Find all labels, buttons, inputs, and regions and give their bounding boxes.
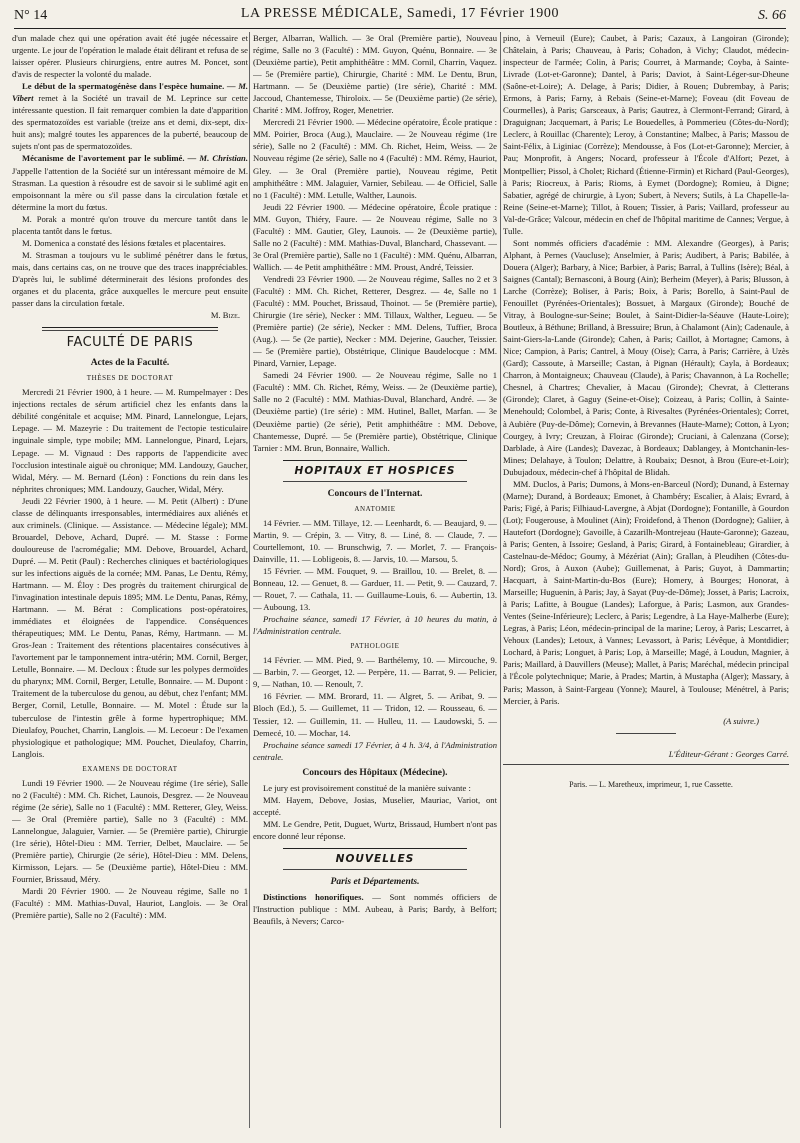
spermatogenesis-paragraph	[12, 80, 248, 152]
examens-lundi: Lundi 19 Février 1900. — 2e Nouveau régime (1re série), Salle no 2 (Faculté) : MM. Ch. Richet, Launois, Desgrez. — 2e Nouveau régime (2e série), Salle no 1 (Faculté) : MM. Retterer, Gley, Weiss. — 3e Oral (Première partie), Salle no 3 (Faculté) : MM. Lannelongue, Jalaguier, Varnier. — 5e (Première partie), Chirurgie (1re série), Hôtel-Dieu : MM. Terrier, Delbet, Mauclaire. — 5e (Première partie), Chirurgie (2e série), Hôtel-Dieu : MM. Delens, Kirmisson, Lejars. — 5e (Deuxième partie), Hôtel-Dieu : MM. Fournier, Brissaud, Méry.	[12, 777, 248, 885]
column-1	[12, 32, 248, 1128]
examens-samedi: Samedi 24 Février 1900. — 2e Nouveau régime, Salle no 1 (Faculté) : MM. Ch. Richet, Rémy, Weiss. — 2e (Deuxième partie), Salle no 2 (Faculté) : MM. Mathias-Duval, Blanchard, André. — 3e (Deuxième partie) (1re série) : MM. Hutinel, Ballet, Marfan. — 3e (Deuxième partie) (2e série), Petit amphithéâtre : MM. Debove, Chantemesse, Dupré. — 5e (Première partie), Obstétrique, Clinique Tarnier : MM. Brun, Bonnaire, Wallich.	[253, 370, 497, 453]
faculte-title: FACULTÉ DE PARIS	[66, 335, 194, 351]
jury-accepted: MM. Hayem, Debove, Josias, Muselier, Mauriac, Variot, ont accepté.	[253, 794, 497, 817]
avortement-author: — M. Christian.	[187, 153, 248, 164]
intro-paragraph: d'un malade chez qui une opération avait été jugée nécessaire et urgente. Le jour de l'opération le malade était délirant et refusa de se laisser opérer. Plusieurs chirurgiens, entre autres M. Poncet, sont d'avis de respecter la volonté du malade.	[12, 33, 248, 80]
imprimeur-rule	[503, 764, 789, 765]
column-2	[253, 32, 497, 1128]
imprimeur-line: Paris. — L. Maretheux, imprimeur, 1, rue Cassette.	[569, 779, 733, 789]
examens-vendredi: Vendredi 23 Février 1900. — 2e Nouveau régime, Salles no 2 et 3 (Faculté) : MM. Ch. Richet, Retterer, Desgrez. — 4e, Salle no 1 (Faculté) : MM. Pouchet, Brissaud, Thoinot. — 5e (Première partie), Chirurgie (1re série), Necker : MM. Tillaux, Walther, Legueu. — 5e (Première partie) (2e série), Necker : MM. Delens, Tuffier, Broca (Aug.). — 5e (2e partie), Necker : MM. Dejerine, Gaucher, Teissier. — 5e (Première partie), Obstétrique, Clinique Baudelocque : MM. Pinard, Varnier, Lepage.	[253, 273, 497, 369]
signature-mark: S. 66	[758, 8, 786, 23]
anatomie-15: 15 Février. — MM. Fouquet, 9. — Braillou, 10. — Brelet, 8. — Bonneau, 12. — Genuet, 8. — Garduer, 11. — Petit, 9. — Cauzard, 7. — Rouet, 7. — Cathala, 11. — Guillaume-Louis, 6. — Aubertin, 13. — Auboung, 13.	[253, 565, 497, 613]
theses-jeudi: Jeudi 22 Février 1900, à 1 heure. — M. Petit (Albert) : D'une classe de délinquants irresponsables, intermédiaires aux aliénés et aux criminels. (Clinique. — Assistance. — Médecine légale); MM. Brouardel, Debove, Achard, Dupré. — M. Stasse : Forme douloureuse de l'acromégalie; MM. Debove, Brouardel, Achard, Dupré. — M. Petit (Paul) : Recherches cliniques et bactériologiques sur les infections aiguës de la cornée; MM. Panas, Le Dentu, Rémy, Hartmann. — M. Éloy : Des progrès du traitement chirurgical de l'invagination intestinale depuis 1895; MM. Le Dentu, Panas, Rémy, Hartmann. — M. Bérat : Complications post-opératoires, immédiates et éloignées de l'appendice. Conséquences thérapeutiques; MM. Le Dentu, Panas, Rémy, Hartmann. — M. Gros-Jean : Traitement des rétentions placentaires consécutives à l'avortement par le tamponnement intra-utérin; MM. Cornil, Berger, Letulle, Bonnaire. — M. Decloux : Étude sur les polypes dermoïdes du pharynx; MM. Cornil, Berger, Letulle, Bonnaire. — M. Dupont : Traitement de la tuberculose du genou, au début, chez l'enfant; MM. Berger, Cornil, Letulle, Bonnaire. — M. Motel : Étude sur la tuberculose de l'intestin grêle à forme hypertrophique; MM. Dieulafoy, Pouchet, Charrin, Langlois. — M. Lecoeur : De l'examen physiologique et pathologique; MM. Pouchet, Dieulafoy, Charrin, Langlois.	[12, 495, 248, 759]
jury-pending: MM. Le Gendre, Petit, Duguet, Wurtz, Brissaud, Humbert n'ont pas encore donné leur réponse.	[253, 818, 497, 841]
distinctions-body: — Sont nommés officiers de l'Instruction publique : MM. Aubeau, à Paris; Bardy, à Belfort; Beaufils, à Nevers; Carco-	[253, 892, 497, 927]
nouvelles-rule	[283, 848, 467, 849]
examens-jeudi: Jeudi 22 Février 1900. — Médecine opératoire, École pratique : MM. Guyon, Thiéry, Faure. — 2e Nouveau régime, Salle no 3 (Faculté) : MM. Gautier, Gley, Launois. — 2e (Deuxième partie), Salle no 2 (Faculté) : MM. Mathias-Duval, Blanchard, Chassevant. — 3e Oral (Première partie), Salle no 1 (Faculté) : MM. Quénu, Albarran, Wallich. — 4e Petit amphithéâtre : MM. Proust, André, Teissier.	[253, 201, 497, 272]
examens-mercredi: Mercredi 21 Février 1900. — Médecine opératoire, École pratique : MM. Poirier, Broca (Aug.), Mauclaire. — 2e Nouveau régime (1re série), Salle no 2 (Faculté) : MM. Ch. Richet, Heim, Weiss. — 2e Nouveau régime (2e série), Salle no 4 (Faculté) : MM. Rémy, Hauriot, Gley. — 3e Oral (Première partie), Nouveau régime, Petit amphithéâtre : MM. Jalaguier, Varnier, Sebileau. — 4e Officiel, Salle no 1 (Faculté) : MM. Letulle, Walther, Launois.	[253, 117, 497, 200]
pathologie-16: 16 Février. — MM. Brorard, 11. — Algret, 5. — Aribat, 9. — Bloch (Ed.), 5. — Guillemet, 11 — Tridon, 12. — Rousseau, 6. — Tessier, 12. — Guillemin, 11. — Hulleu, 11. — Laudowski, 5. — Demecé, 10. — Mochar, 14.	[253, 691, 497, 738]
examens-mardi: Mardi 20 Février 1900. — 2e Nouveau régime, Salle no 1 (Faculté) : MM. Mathias-Duval, Hauriot, Langlois. — 3e Oral (Première partie), Salle no 2 (Faculté) : MM.	[12, 886, 248, 921]
page-number: N° 14	[14, 8, 48, 23]
spermatogenesis-author: — M. Vibert	[12, 81, 248, 104]
avortement-paragraph	[12, 152, 248, 212]
jury-paragraph: Le jury est provisoirement constitué de la manière suivante :	[263, 782, 471, 793]
officiers-instruction-list: pino, à Verneuil (Eure); Caubet, à Paris; Cazaux, à Langoiran (Gironde); Châtelain, à Paris; Chauveau, à Paris; Cohadon, à Vichy; Claudot, médecin-inspecteur de l'armée; Colin, à Paris; Courret, à Marmande; Coyba, à Sainte-Livrade (Lot-et-Garonne); Dantel, à Paris; Daviot, à Saint-Léger-sur-Dheune (Saône-et-Loire); A. Delage, à Paris; Didier, à Rouen; Dubrembay, à Paris; Ermons, à Paris; Farny, à Rebais (Seine-et-Marne); Foveau (dit Foveau de Courmelles), à Paris; Garsceaux, à Paris; Gautrez, à Clermont-Ferrand; Girard, à Draguignan; Jacquemart, à Paris; Le Bouedelles, à Pommerieu (Côtes-du-Nord); Leclerc, à Rouillac (Charente); Leroy, à Constantine; Malbec, à Paris; Massou de Saint-Félix, à Liginiac (Corrèze); Mendousse, à Fos (Lot-et-Garonne); Mercier, à Pau; Monprofit, à Angers; Nocard, professeur à l'École d'Alfort; Pezet, à Montpellier; Pissol, à Cholet; Richard (Étienne-Firmin) et Richard (Paul-Georges), à Paris; Riocreux, à Paris; Rioms, à Eymet (Dordogne); Romieu, à Digne; Sabatier, agrégé de chirurgie, à Lyon; Subert, à Nevers; Sutils, à La Chapelle-la-Reine (Seine-et-Marne); Tillot, à Rouen; Tissier, à Paris; Vaillard, professeur au Val-de-Grâce; Valcour, médecin en chef de l'hôpital maritime de Cannes; Vergue, à Tulle.	[503, 33, 789, 236]
hopitaux-title: HOPITAUX ET HOSPICES	[294, 464, 456, 477]
pathologie-title: PATHOLOGIE	[350, 642, 400, 651]
theses-mercredi: Mercredi 21 Février 1900, à 1 heure. — M. Rumpelmayer : Des injections rectales de sérum artificiel chez les enfants dans la débilité congénitale et acquise; MM. Pinard, Lannelongue, Lejars, Lepage. — M. Mazeyrie : Du traitement de l'ectopie testiculaire inguinale simple, type mobile; MM. Lannelongue, Pinard, Lejars, Lepage. — M. Vignaud : Des rapports de l'appendicite avec l'occlusion intestinale aiguë ou chronique; MM. Landouzy, Gaucher, Widal, Méry. — M. Bernard (Léon) : Fonctions du rein dans les néphrites chroniques; MM. Landouzy, Gaucher, Widal, Méry.	[12, 387, 248, 494]
editeur-gerant: L'Éditeur-Gérant : Georges Carré.	[668, 748, 789, 759]
hospi-rule-thin	[283, 481, 467, 482]
officiers-academie-list-2: MM. Duclos, à Paris; Dumons, à Mons-en-Barceul (Nord); Dunand, à Esternay (Marne); Durand, à Bordeaux; Emonet, à Chambéry; Escalier, à Alais; Evrard, à Paris; Figé, à Paris; Filhiaud-Lavergne, à Abjat (Dordogne); Fontanille, à Gourdon (Lot); Fougerouse, à Moulinet (Ain); Froidefond, à Thenon (Dordogne); Galiier, à Hautefort (Dordogne); Gavoille, à Cazarilh-Montrejeau (Haute-Garonne); Gazeau, à Paris; Genten, à Issoire; Gesland, à Paris; Girard, à Fontainebleau; Girardier, à Castelnau-de-Médoc; Goumy, à Mézériat (Ain); Grallan, à Pleudihen (Côtes-du-Nord); Gros, à Auxon (Aube); Guillemenat, à Paris; Guyot, à Dammartin; Hacquart, à Saint-Martin-du-Bos (Eure); Homery, à Bourges; Honorat, à Marseille; Huguenin, à Paris; Jay, à Sayat (Puy-de-Dôme); Josset, à Paris; Lacroix, à Paris; Lafitte, à Bougue (Landes); Laforgue, à Paris; Lasmon, aux Grandes-Ventes (Seine-Inférieure); Leclerc, à Paris; Legendre, à La Haye-Malherbe (Eure); Legras, à Paris; Léon, médecin-principal de la marine; Leroy, à Paris; Lescarret, à Vehoux (Landes); Letoux, à Vannes; Levassort, à Paris; Lévêque, à Montdidier; Lochard, à Paris; Longuet, à Paris; Lop, à Marseille; Magé, à Loudun, Magnier, à Paris; Maillard, à Dauvillers (Meuse); Mallet, à Paris; Maréchal, médecin principal à l'École polytechnique; Marie, à Prades; Martin, à Mustapha (Alger); Massary, à Paris; Masson, à Saint-Fargeau (Yonne); Maurel, à Toulouse; Ménétrel, à Paris; Mercier, à Paris.	[503, 478, 789, 706]
porak-paragraph: M. Porak a montré qu'on trouve du mercure tantôt dans le placenta tantôt dans le fœtus.	[12, 213, 248, 236]
hopitaux-medecine-title: Concours des Hôpitaux (Médecine).	[302, 767, 448, 778]
column-rule-1	[249, 32, 250, 1128]
pathologie-next: Prochaine séance samedi 17 Février, à 4 h. 3/4, à l'Administration centrale.	[253, 739, 497, 762]
a-suivre: (A suivre.)	[723, 715, 759, 726]
anatomie-next: Prochaine séance, samedi 17 Février, à 10 heures du matin, à l'Administration centrale.	[253, 614, 497, 637]
column-rule-2	[500, 32, 501, 1128]
nouvelles-title: NOUVELLES	[335, 853, 415, 865]
avortement-body: J'appelle l'attention de la Société sur un intéressant mémoire de M. Strasman. La question à résoudre est de savoir si le sublimé agit en empoisonnant la mère ou s'il passe dans la circulation fœtale et détermine la mort du fœtus.	[12, 165, 248, 212]
masthead	[14, 4, 786, 28]
avortement-title: Mécanisme de l'avortement par le sublimé.	[22, 153, 185, 164]
internat-title: Concours de l'Internat.	[327, 488, 423, 499]
end-rule	[616, 733, 676, 734]
hospi-rule	[283, 460, 467, 461]
spermatogenesis-body: remet à la Société un travail de M. Leprince sur cette intéressante question. Il fait remarquer combien la date d'apparition des spermatozoïdes est variable (treize ans et demi, dix-sept, dix-huit ans); malgré toutes les apparences de la puberté, beaucoup de sujets n'ont pas de spermatozoïdes.	[12, 93, 248, 152]
distinctions-paragraph	[253, 891, 497, 927]
section-rule-thin	[42, 330, 218, 331]
theses-title: THÈSES DE DOCTORAT	[86, 374, 174, 383]
officiers-academie-list: Sont nommés officiers d'académie : MM. Alexandre (Georges), à Paris; Alphant, à Pernes (Vaucluse); Anselmier, à Paris; Audibert, à Paris; Babilée, à Douera (Alger); Barbary, à Nice; Barbier, à Paris; Barral, à Tullins (Isère); Béal, à Saignes (Cantal); Bernasconi, à Bourg (Ain); Berheim (Meyer), à Paris; Blusson, à Larche (Corrèze); Boliser, à Paris; Boix, à Paris; Borello, à Saint-Paul de Fenouillet (Pyrénées-Orientales); Bossuet, à Margaux (Gironde); Bouché de Vitray, à Boulogne-sur-Seine; Boulet, à Saint-Didier-la-Séauve (Haute-Loire); Boutleux, à Béthune; Brilland, à Bressuire; Brun, à Chalamont (Ain); Cadenaule, à Saint-Giers-la-Lande (Gironde); Cahen, à Paris; Caillot, à Mortagne; Camons, à Nice; Campion, à Paris; Cantrel, à Mouy (Oise); Carra, à Paris; Carrière, à Uzès (Gard); Cassoute, à Marseille; Castan, à Pignan (Hérault); Cayla, à Bordeaux; Charron, à Montaigneux; Chauveau (Claude), à Paris; Chavannon, à La Rochelle; Chesnel, à Chartres; Chevalier, à Macau (Gironde); Chevrat, à Cletterans (Gironde); Claret, à Gaguy (Seine-et-Oise); Coizeau, à Paris; Collin, à Sainte-Menehould; Colombel, à Paris; Conte, à Rivesaltes (Pyrénées-Orientales); Corret, à Aubière (Puy-de-Dôme); Cornevin, à Brevannes (Haute-Marne); Cotton, à Lyon; Courgey, à Ivry; Creuzan, à Floirac (Gironde); Cruciani, à Calenzana (Corse); Darblade, à Aire (Landes); Davezac, à Bordeaux; Dablangey, à Montchanin-les-Mines; Delahaye, à Toulon; Delattre, à Roubaix; Desnot, à Brou (Eure-et-Loir); Dubujadoux, médecin-chef à l'hôpital de Blidah.	[503, 237, 789, 477]
nouvelles-rule-thin	[283, 869, 467, 870]
masthead-rule	[14, 28, 786, 29]
anatomie-14: 14 Février. — MM. Tillaye, 12. — Leenhardt, 6. — Beaujard, 9. — Martin, 9. — Crépin, 3. — Vitry, 8. — Liné, 8. — Claude, 7. — Courtellemont, 10. — Brunschwig, 7. — Morlet, 7. — François-Dainville, 11. — Lobligeois, 8. — Jarvis, 10. — Marsou, 5.	[253, 517, 497, 564]
paris-departements-title: Paris et Départements.	[330, 877, 420, 888]
domenica-paragraph: M. Domenica a constaté des lésions fœtales et placentaires.	[22, 237, 226, 248]
actes-title: Actes de la Faculté.	[90, 358, 170, 369]
journal-title: LA PRESSE MÉDICALE, Samedi, 17 Février 1900	[240, 6, 560, 21]
spermatogenesis-title: Le début de la spermatogénèse dans l'espèce humaine.	[22, 81, 225, 92]
examens-title: EXAMENS DE DOCTORAT	[82, 764, 178, 773]
anatomie-title: ANATOMIE	[354, 504, 396, 513]
examens-continued: Berger, Albarran, Wallich. — 3e Oral (Première partie), Nouveau régime, Salle no 3 (Faculté) : MM. Guyon, Quénu, Bonnaire. — 3e (Deuxième partie), Petit amphithéâtre : MM. Cornil, Charrin, Vaquez. — 5e (Première partie), Chirurgie, Charité : MM. Le Dentu, Brun, Hartmann. — 5e (Deuxième partie) (1re série), Charité : MM. Jaccoud, Chantemesse, Thiroloix. — 5e (Deuxième partie) (2e série), Charité : MM. Joffroy, Roger, Menetrier.	[253, 33, 497, 116]
pathologie-14: 14 Février. — MM. Pied, 9. — Barthélemy, 10. — Mircouche, 9. — Barbin, 7. — Georget, 12. — Perpère, 11. — Barrat, 9. — Pelicier, 9, — Nathan, 10. — Renoult, 7.	[253, 655, 497, 690]
strasman-paragraph: M. Strasman a toujours vu le sublimé pénétrer dans le fœtus, mais, dans certains cas, on ne trouve que des traces inappréciables. D'après lui, le sublimé déterminerait des lésions profondes des organes et du placenta, grâce auxquelles le mercure peut ensuite passer dans la circulation fœtale.	[12, 249, 248, 309]
column-3	[503, 32, 789, 1128]
distinctions-title: Distinctions honorifiques.	[263, 892, 364, 903]
article-signature: M. Bize.	[210, 310, 240, 321]
section-rule	[42, 327, 218, 328]
